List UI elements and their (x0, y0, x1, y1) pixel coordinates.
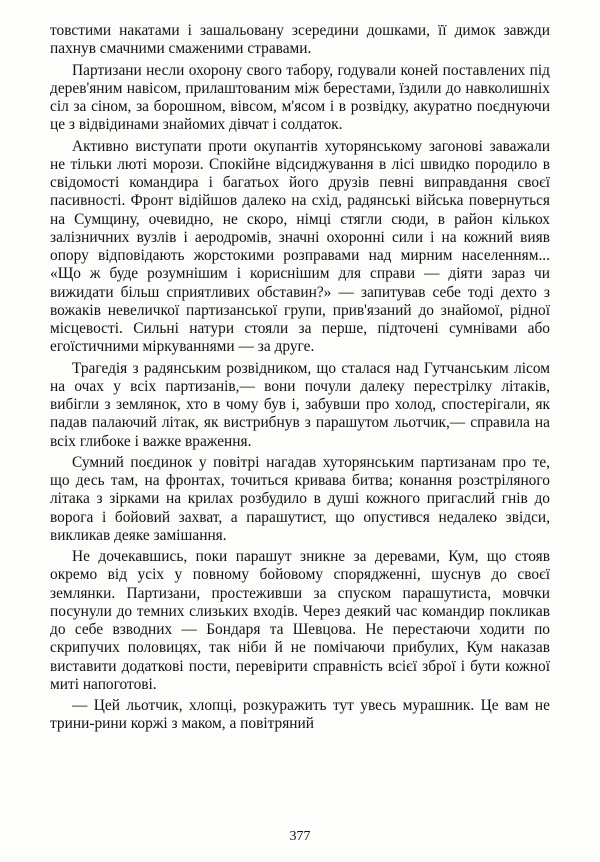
body-text (50, 22, 550, 737)
paragraph-7: — Цей льотчик, хлопці, розкуражить тут увесь мурашник. Це вам не трини-рини коржі з маком, а повітряний (50, 697, 550, 733)
paragraph-4: Трагедія з радянським розвідником, що сталася над Гутчанським лісом на очах у всіх партизанів,— вони почули далеку перестрілку літаків, вибігли з землянок, хто в чому був і, забувши про холод, спостерігали, як падав палаючий літак, як вистрибнув з парашутом льотчик,— справила на всіх глибоке і важке враження. (50, 359, 550, 450)
paragraph-6: Не дочекавшись, поки парашут зникне за деревами, Кум, що стояв окремо від усіх у повному бойовому спорядженні, шуснув до своєї землянки. Партизани, простеживши за спуском парашутиста, мовчки посунули до темних слизьких входів. Через деякий час командир покликав до себе взводних — Бондаря та Шевцова. Не перестаючи ходити по скрипучих половицях, так ніби й не помічаючи прибулих, Кум наказав виставити додаткові пости, перевірити справність всієї зброї і бути кожної миті напоготові. (50, 548, 550, 693)
page-number: 377 (289, 829, 311, 844)
paragraph-1: товстими накатами і зашальовану зсередини дошками, її димок завжди пахнув смачними смаженими стравами. (50, 22, 550, 58)
paragraph-2: Партизани несли охорону свого табору, годували коней поставлених під дерев'яним навісом, прилаштованим між берестами, їздили до навколишніх сіл за сіном, за борошном, вівсом, м'ясом і в розвідку, акуратно поєднуючи це з відвідинами знайомих дівчат і солдаток. (50, 61, 550, 134)
paragraph-5: Сумний поєдинок у повітрі нагадав хуторянським партизанам про те, що десь там, на фронтах, точиться кривава битва; конання розстріляного літака з зірками на крилах розбудило в душі кожного пригаслий гнів до ворога і бойовий захват, а парашутист, що опустився недалеко звідси, викликав деяке замішання. (50, 453, 550, 544)
paragraph-3: Активно виступати проти окупантів хуторянському загонові заважали не тільки люті морози. Спокійне відсиджування в лісі швидко породило в свідомості командира і багатьох його друзів певні виправдання своєї пасивності. Фронт відійшов далеко на схід, радянські війська повернуться на Сумщину, очевидно, не скоро, німці стягли сюди, в район кількох залізничних вузлів і аеродромів, значні охоронні сили і на кожний вияв опору відповідають жорстокими розправами над мирним населенням... «Що ж буде розумнішим і кориснішим для справи — діяти зараз чи вижидати більш сприятливих обставин?» — запитував себе тоді дехто з вожаків невеличкої партизанської групи, прив'язаний до знайомої, рідної місцевості. Сильні натури стояли за перше, підточені сумнівами або егоїстичними міркуваннями — за друге. (50, 137, 550, 356)
